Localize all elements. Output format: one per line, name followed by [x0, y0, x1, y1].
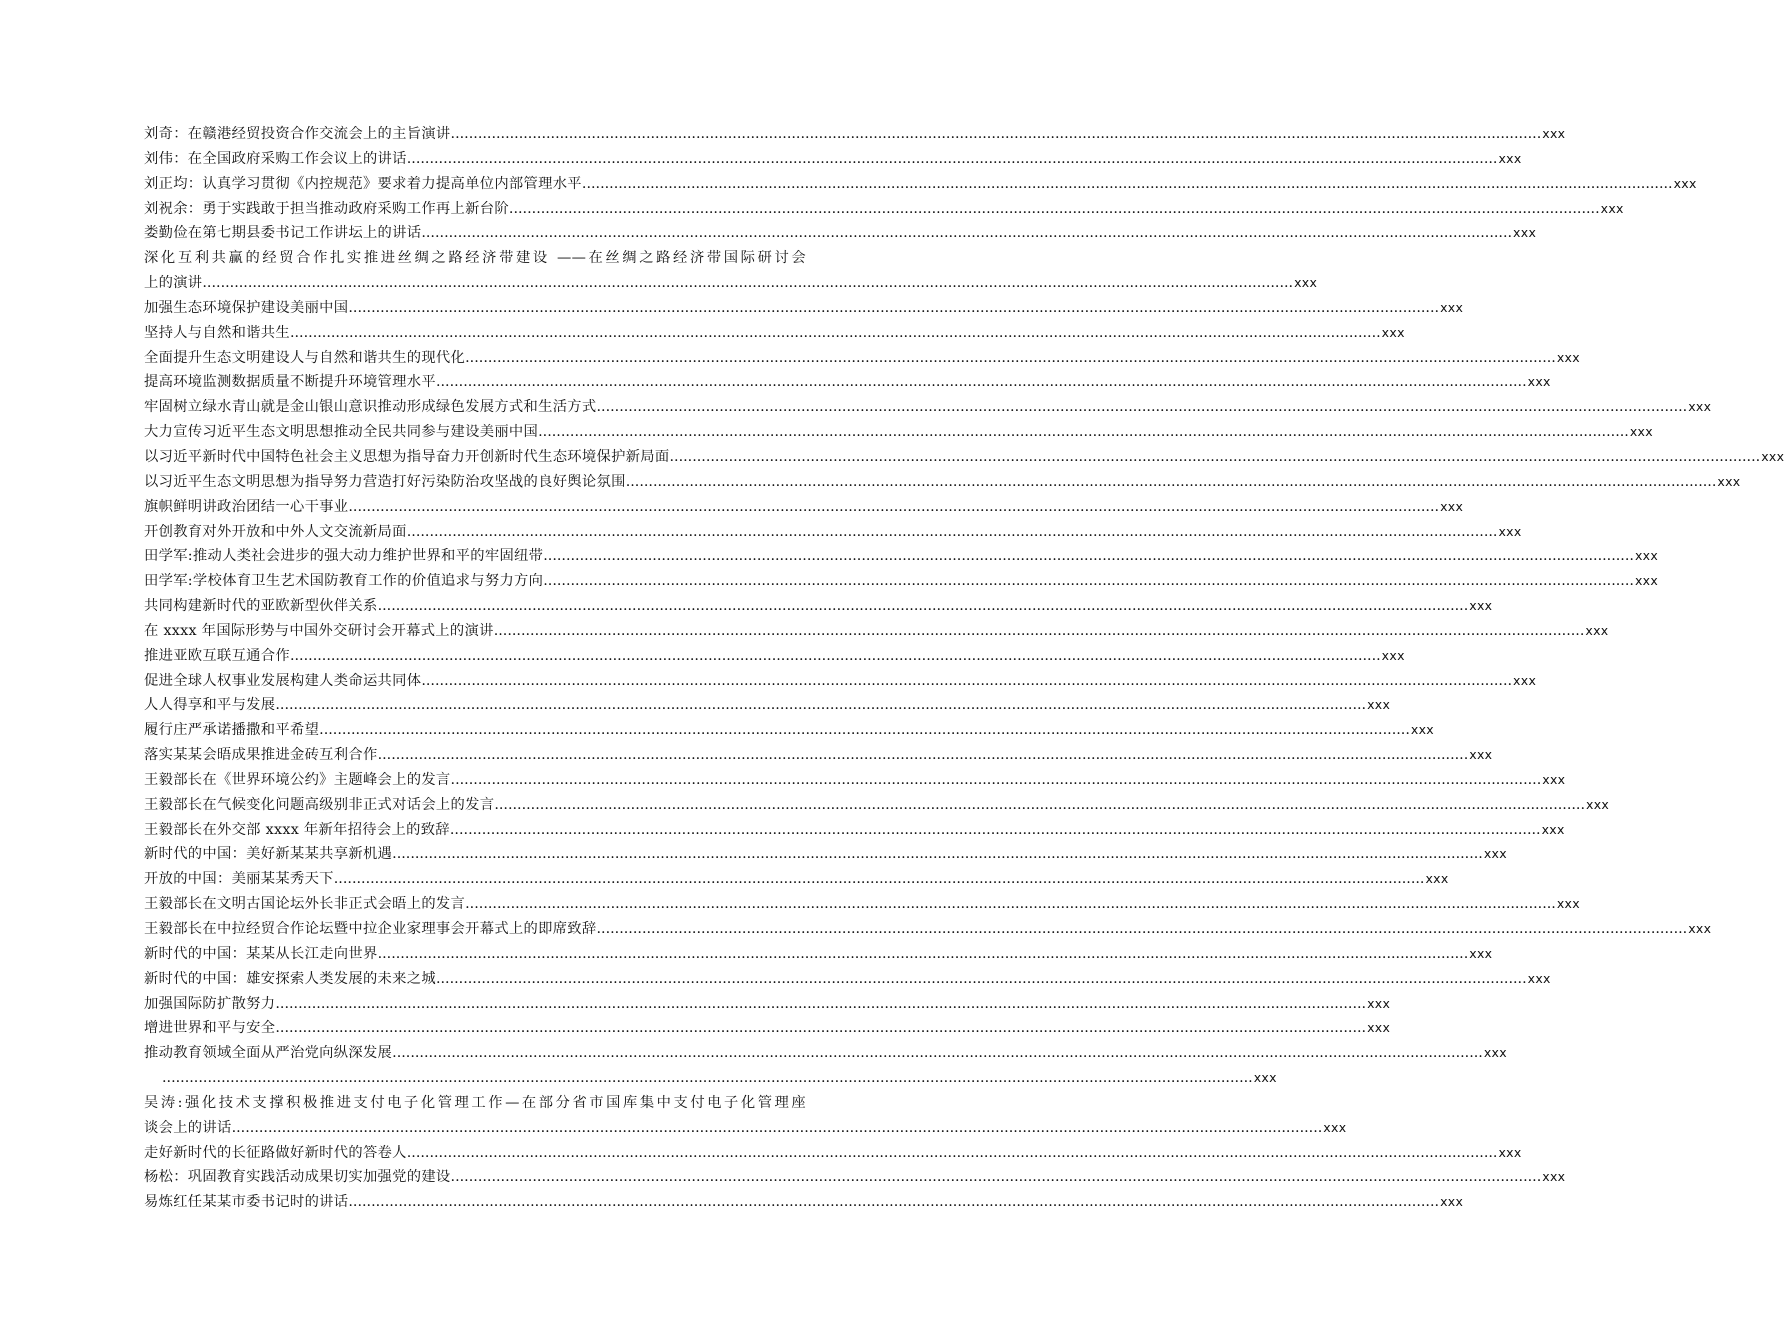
toc-entry-title: 旗帜鲜明讲政治团结一心干事业	[144, 498, 349, 515]
dot-leader	[543, 544, 1634, 569]
dot-leader	[597, 395, 1688, 420]
toc-line	[144, 470, 1741, 495]
dot-leader	[348, 495, 1439, 520]
toc-entry-title: 开放的中国：美丽某某秀天下	[144, 871, 334, 888]
dot-leader	[451, 1165, 1542, 1190]
dot-leader	[392, 1041, 1483, 1066]
toc-entry[interactable]	[144, 892, 1580, 917]
toc-entry[interactable]	[144, 917, 1712, 942]
dot-leader	[407, 147, 1498, 172]
toc-entry-title: 以习近平新时代中国特色社会主义思想为指导奋力开创新时代生态环境保护新局面	[144, 448, 670, 465]
toc-line	[144, 1016, 1391, 1041]
toc-page-number: xxx	[1688, 921, 1712, 936]
toc-entry-title: 杨松：巩固教育实践活动成果切实加强党的建设	[144, 1169, 451, 1186]
toc-entry[interactable]	[144, 768, 1566, 793]
toc-entry-title: 吴涛:强化技术支撑积极推进支付电子化管理工作—在部分省市国库集中支付电子化管理座	[144, 1094, 806, 1111]
toc-entry[interactable]	[144, 197, 1624, 222]
toc-entry[interactable]	[144, 470, 1741, 495]
dot-leader	[509, 197, 1600, 222]
toc-line	[144, 520, 1522, 545]
toc-entry[interactable]	[144, 967, 1551, 992]
dot-leader	[465, 346, 1556, 371]
toc-page-number: xxx	[1513, 225, 1537, 241]
toc-line	[144, 1141, 1522, 1166]
dot-leader	[465, 892, 1556, 917]
dot-leader	[451, 768, 1542, 793]
toc-line	[144, 221, 1537, 246]
toc-page-number: xxx	[1253, 1070, 1277, 1086]
toc-entry-title: 王毅部长在外交部 xxxx 年新年招待会上的致辞	[144, 821, 450, 838]
toc-entry-title: 人人得享和平与发展	[144, 697, 276, 714]
toc-entry[interactable]	[144, 445, 1784, 470]
toc-entry[interactable]	[144, 942, 1493, 967]
dot-leader	[669, 445, 1760, 470]
toc-entry-title: 新时代的中国：雄安探索人类发展的未来之城	[144, 970, 436, 987]
toc-line	[144, 1041, 1507, 1066]
toc-entry[interactable]	[144, 818, 1565, 843]
toc-entry-title: 王毅部长在《世界环境公约》主题峰会上的发言	[144, 771, 451, 788]
toc-page-number: xxx	[1498, 523, 1522, 539]
toc-line	[144, 693, 1391, 718]
toc-page-number: xxx	[1541, 821, 1565, 837]
toc-page-number: xxx	[1761, 448, 1784, 464]
toc-line	[144, 197, 1624, 222]
toc-line	[144, 669, 1537, 694]
toc-entry[interactable]	[144, 793, 1610, 818]
toc-entry-title: 全面提升生态文明建设人与自然和谐共生的现代化	[144, 349, 466, 366]
toc-entry-title: 刘伟：在全国政府采购工作会议上的讲话	[144, 150, 407, 167]
toc-page-number: xxx	[1367, 995, 1391, 1011]
dot-leader	[378, 743, 1469, 768]
toc-page-number: xxx	[1542, 771, 1566, 787]
toc-entry[interactable]	[144, 669, 1537, 694]
toc-entry[interactable]	[144, 867, 1449, 892]
toc-entry-title: 大力宣传习近平生态文明思想推动全民共同参与建设美丽中国	[144, 424, 539, 441]
toc-entry[interactable]	[144, 221, 1537, 246]
toc-entry[interactable]	[144, 743, 1493, 768]
dot-leader	[319, 718, 1410, 743]
toc-line	[144, 917, 1712, 942]
toc-entry[interactable]	[144, 520, 1522, 545]
toc-page-number: xxx	[1527, 970, 1551, 986]
dot-leader	[202, 271, 1293, 296]
toc-entry[interactable]	[144, 544, 1659, 569]
toc-entry-title: 王毅部长在气候变化问题高级别非正式对话会上的发言	[144, 796, 495, 813]
toc-entry[interactable]	[144, 1066, 1277, 1091]
dot-leader	[436, 370, 1527, 395]
toc-page-number: xxx	[1585, 622, 1609, 638]
toc-entry-title: 上的演讲	[144, 275, 203, 292]
toc-entry-title: 田学军:学校体育卫生艺术国防教育工作的价值追求与努力方向	[144, 573, 544, 590]
toc-page-number: xxx	[1483, 846, 1507, 862]
toc-page-number: xxx	[1717, 473, 1741, 489]
toc-entry-title: 刘正均：认真学习贯彻《内控规范》要求着力提高单位内部管理水平	[144, 175, 582, 192]
toc-entry-title: 易炼红任某某市委书记时的讲话	[144, 1194, 349, 1211]
toc-line	[144, 992, 1391, 1017]
toc-entry-title: 刘奇：在赣港经贸投资合作交流会上的主旨演讲	[144, 126, 451, 142]
toc-entry-title: 王毅部长在文明古国论坛外长非正式会晤上的发言	[144, 896, 466, 913]
toc-page-number: xxx	[1513, 672, 1537, 688]
toc-page-number: xxx	[1440, 1194, 1464, 1210]
toc-entry[interactable]	[144, 172, 1697, 197]
toc-line	[144, 619, 1609, 644]
toc-entry-title: 以习近平生态文明思想为指导努力营造打好污染防治攻坚战的良好舆论氛围	[144, 473, 626, 490]
toc-line	[144, 793, 1610, 818]
toc-entry[interactable]	[144, 246, 1318, 296]
toc-line	[144, 346, 1580, 371]
toc-page-number: xxx	[1381, 324, 1405, 340]
toc-entry-title: 刘祝余：勇于实践敢于担当推动政府采购工作再上新台阶	[144, 200, 509, 217]
toc-line	[144, 395, 1712, 420]
toc-line	[144, 271, 1318, 296]
dot-leader	[494, 619, 1585, 644]
toc-page-number: xxx	[1498, 1144, 1522, 1160]
toc-page-number: xxx	[1556, 896, 1580, 912]
dot-leader	[436, 967, 1527, 992]
toc-entry-title: 推进亚欧互联互通合作	[144, 647, 290, 664]
dot-leader	[597, 917, 1688, 942]
toc-page-number: xxx	[1294, 275, 1318, 291]
toc-entry[interactable]	[144, 420, 1653, 445]
toc-entry[interactable]	[144, 395, 1712, 420]
toc-page-number: xxx	[1483, 1045, 1507, 1061]
toc-page-number: xxx	[1673, 175, 1697, 191]
toc-entry-title: 新时代的中国：某某从长江走向世界	[144, 945, 378, 962]
toc-line	[144, 867, 1449, 892]
toc-line	[144, 172, 1697, 197]
toc-page-number: xxx	[1586, 796, 1610, 812]
dot-leader	[275, 693, 1366, 718]
dot-leader	[494, 793, 1585, 818]
toc-entry[interactable]	[144, 718, 1434, 743]
dot-leader	[162, 1066, 1253, 1091]
toc-page-number: xxx	[1527, 374, 1551, 390]
dot-leader	[626, 470, 1717, 495]
toc-entry[interactable]	[144, 495, 1464, 520]
toc-page-number: xxx	[1440, 498, 1464, 514]
dot-leader	[582, 172, 1673, 197]
toc-entry[interactable]	[144, 1165, 1566, 1190]
toc-line	[144, 967, 1551, 992]
toc-page-number: xxx	[1469, 945, 1493, 961]
toc-entry-title: 增进世界和平与安全	[144, 1020, 276, 1037]
dot-leader	[378, 594, 1469, 619]
toc-entry[interactable]	[144, 1041, 1507, 1066]
dot-leader	[290, 321, 1381, 346]
toc-page-number: xxx	[1440, 299, 1464, 315]
dot-leader	[378, 942, 1469, 967]
toc-line	[144, 495, 1464, 520]
toc-line	[144, 321, 1405, 346]
dot-leader	[421, 669, 1512, 694]
toc-line	[144, 718, 1434, 743]
dot-leader	[232, 1116, 1323, 1141]
toc-entry-title: 加强国际防扩散努力	[144, 995, 276, 1012]
toc-entry[interactable]	[144, 1141, 1522, 1166]
dot-leader	[450, 818, 1541, 843]
toc-page-number: xxx	[1600, 200, 1624, 216]
toc-entry[interactable]	[144, 842, 1507, 867]
toc-line	[144, 420, 1653, 445]
toc-entry-title: 推动教育领域全面从严治党向纵深发展	[144, 1045, 393, 1062]
toc-line	[144, 370, 1551, 395]
toc-entry-title: 共同构建新时代的亚欧新型伙伴关系	[144, 598, 378, 615]
toc-entry[interactable]	[144, 619, 1609, 644]
toc-line	[144, 942, 1493, 967]
toc-entry[interactable]	[144, 122, 1566, 147]
toc-entry[interactable]	[144, 370, 1551, 395]
toc-entry[interactable]	[144, 644, 1405, 669]
toc-page-number: xxx	[1498, 150, 1522, 166]
dot-leader	[421, 221, 1512, 246]
toc-entry-title: 落实某某会晤成果推进金砖互利合作	[144, 747, 378, 764]
table-of-contents	[144, 122, 1784, 1215]
dot-leader	[451, 122, 1542, 147]
dot-leader	[407, 1141, 1498, 1166]
toc-page-number: xxx	[1542, 1169, 1566, 1185]
toc-line	[144, 1190, 1464, 1215]
toc-page-number: xxx	[1367, 1020, 1391, 1036]
toc-entry-title: 走好新时代的长征路做好新时代的答卷人	[144, 1144, 407, 1161]
toc-page-number: xxx	[1381, 647, 1405, 663]
toc-entry[interactable]	[144, 693, 1391, 718]
toc-entry-title: 娄勤俭在第七期县委书记工作讲坛上的讲话	[144, 225, 422, 242]
toc-entry-title: 田学军:推动人类社会进步的强大动力维护世界和平的牢固纽带	[144, 548, 544, 565]
dot-leader	[543, 569, 1634, 594]
toc-line	[144, 122, 1566, 147]
toc-entry[interactable]	[144, 569, 1659, 594]
toc-line	[144, 544, 1659, 569]
toc-entry-title: 王毅部长在中拉经贸合作论坛暨中拉企业家理事会开幕式上的即席致辞	[144, 921, 597, 937]
toc-line	[144, 644, 1405, 669]
toc-line	[144, 1165, 1566, 1190]
toc-entry[interactable]	[144, 1190, 1464, 1215]
toc-line	[144, 569, 1659, 594]
toc-page-number: xxx	[1634, 548, 1659, 564]
dot-leader	[275, 992, 1366, 1017]
toc-entry[interactable]	[144, 594, 1493, 619]
toc-line	[144, 296, 1464, 321]
toc-entry-title: 履行庄严承诺播撒和平希望	[144, 722, 320, 739]
toc-line	[144, 147, 1522, 172]
toc-page-number: xxx	[1688, 399, 1712, 415]
toc-entry-title: 谈会上的讲话	[144, 1119, 232, 1136]
toc-entry[interactable]	[144, 296, 1464, 321]
toc-entry[interactable]	[144, 992, 1391, 1017]
toc-entry[interactable]	[144, 321, 1405, 346]
toc-entry-title: 促进全球人权事业发展构建人类命运共同体	[144, 672, 422, 689]
dot-leader	[348, 296, 1439, 321]
toc-page-number: xxx	[1629, 424, 1653, 440]
toc-page-number: xxx	[1323, 1119, 1347, 1135]
dot-leader	[407, 520, 1498, 545]
toc-entry-title: 加强生态环境保护建设美丽中国	[144, 299, 349, 316]
toc-line	[144, 818, 1565, 843]
toc-entry[interactable]	[144, 147, 1522, 172]
toc-page-number: xxx	[1469, 747, 1493, 763]
dot-leader	[538, 420, 1629, 445]
toc-page-number: xxx	[1556, 349, 1580, 365]
toc-page-number: xxx	[1469, 598, 1493, 614]
toc-entry-title: 新时代的中国：美好新某某共享新机遇	[144, 846, 393, 863]
toc-line	[144, 1066, 1277, 1091]
toc-entry[interactable]	[144, 1016, 1391, 1041]
toc-entry-title: 深化互利共赢的经贸合作扎实推进丝绸之路经济带建设 ——在丝绸之路经济带国际研讨会	[144, 250, 806, 267]
toc-entry[interactable]	[144, 1091, 1347, 1141]
toc-entry[interactable]	[144, 346, 1580, 371]
toc-page-number: xxx	[1425, 871, 1449, 887]
toc-line	[144, 445, 1784, 470]
toc-entry-title: 坚持人与自然和谐共生	[144, 324, 290, 341]
dot-leader	[334, 867, 1425, 892]
toc-line	[144, 594, 1493, 619]
toc-line	[144, 842, 1507, 867]
toc-entry-title: 提高环境监测数据质量不断提升环境管理水平	[144, 374, 436, 391]
dot-leader	[392, 842, 1483, 867]
toc-page-number: xxx	[1367, 697, 1391, 713]
toc-entry-title: 开创教育对外开放和中外人文交流新局面	[144, 523, 407, 540]
toc-line	[144, 768, 1566, 793]
toc-page-number: xxx	[1410, 722, 1434, 738]
toc-page-number: xxx	[1634, 573, 1659, 589]
toc-entry-title: 在 xxxx 年国际形势与中国外交研讨会开幕式上的演讲	[144, 622, 494, 639]
toc-line	[144, 1116, 1347, 1141]
toc-line	[144, 892, 1580, 917]
toc-line	[144, 743, 1493, 768]
dot-leader	[290, 644, 1381, 669]
toc-entry-title: 牢固树立绿水青山就是金山银山意识推动形成绿色发展方式和生活方式	[144, 399, 597, 416]
toc-page-number: xxx	[1542, 126, 1566, 141]
dot-leader	[275, 1016, 1366, 1041]
dot-leader	[348, 1190, 1439, 1215]
